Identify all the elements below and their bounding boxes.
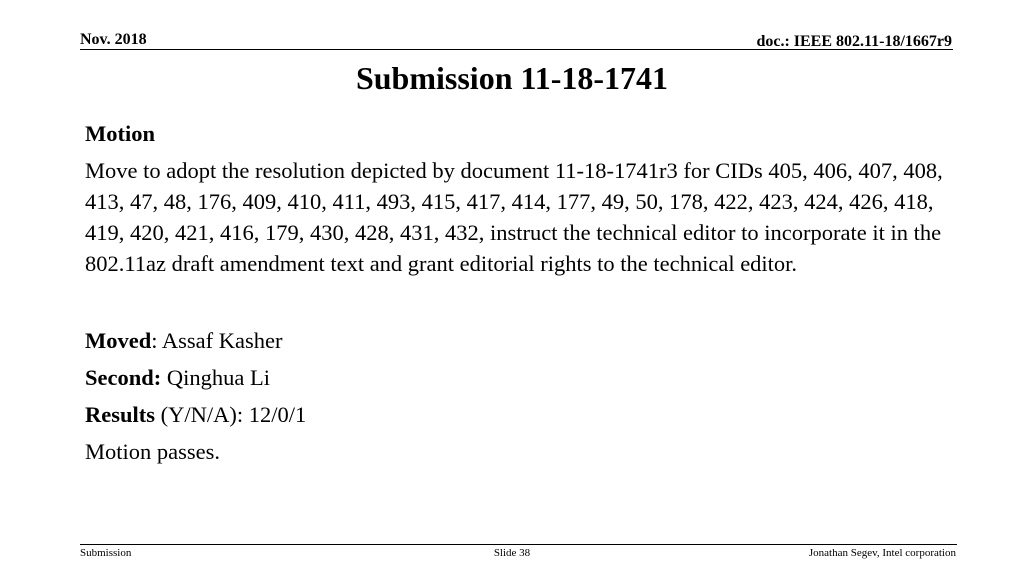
moved-line xyxy=(85,322,945,359)
outcome-line: Motion passes. xyxy=(85,439,220,464)
slide-body xyxy=(85,118,945,470)
second-label: Second: xyxy=(85,365,162,390)
second-line xyxy=(85,359,945,396)
motion-heading: Motion xyxy=(85,121,155,146)
footer-slide-number: Slide 38 xyxy=(493,547,531,559)
footer-divider xyxy=(80,544,957,545)
moved-separator: : xyxy=(151,328,162,353)
header-doc-id: doc.: IEEE 802.11-18/1667r9 xyxy=(756,33,952,50)
header-date: Nov. 2018 xyxy=(80,31,147,48)
second-value: Qinghua Li xyxy=(161,365,270,390)
body-spacer xyxy=(85,279,945,322)
slide-title: Submission 11-18-1741 xyxy=(355,60,669,96)
motion-text: Move to adopt the resolution depicted by document 11-18-1741r3 for CIDs 405, 406, 407, 408, 413, 47, 48, 176, 409, 410, 411, 493, 415, 417, 414, 177, 49, 50, 178, 422, 423, 424, 426, 418, 419, 420, 421, 416, 179, 430, 428, 431, 432, instruct the technical editor to incorporate it in the 802.11az draft amendment text and grant editorial rights to the technical editor. xyxy=(85,158,943,276)
moved-label: Moved xyxy=(85,328,152,353)
header-divider xyxy=(80,49,953,50)
footer-author: Jonathan Segev, Intel corporation xyxy=(808,547,956,559)
footer-left: Submission xyxy=(80,547,132,559)
results-value: (Y/N/A): 12/0/1 xyxy=(155,402,307,427)
results-label: Results xyxy=(85,402,156,427)
results-line xyxy=(85,396,945,433)
moved-value: Assaf Kasher xyxy=(161,328,283,353)
